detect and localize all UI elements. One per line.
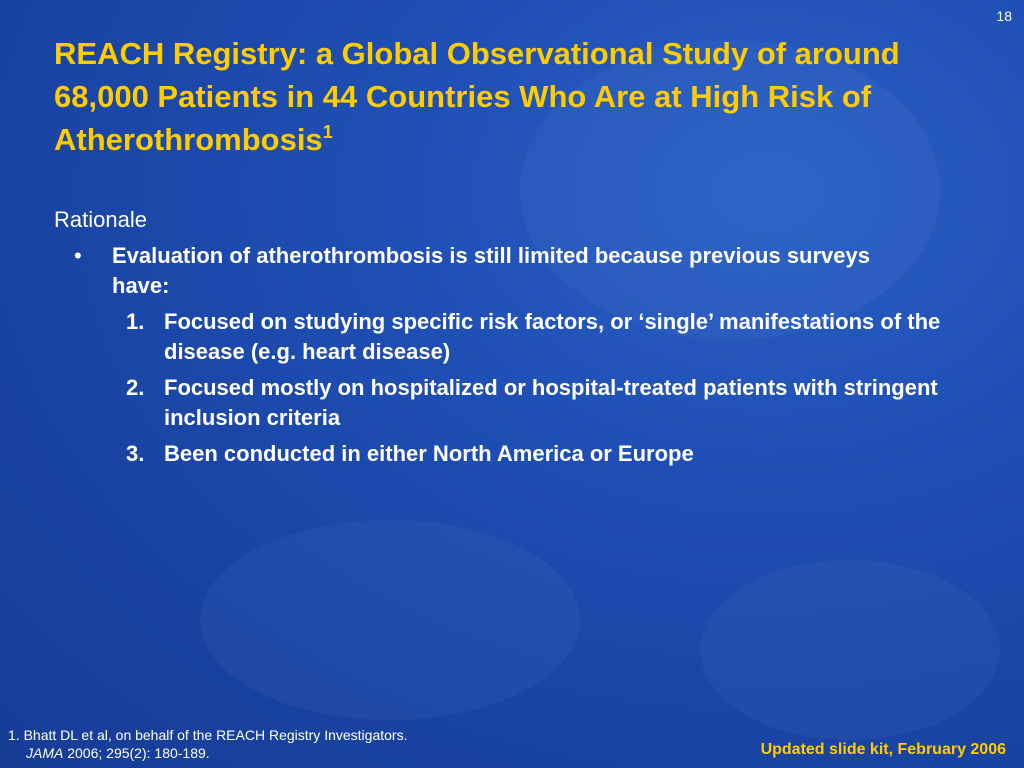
bullet-marker: • bbox=[74, 243, 82, 268]
background-decoration bbox=[700, 560, 1000, 740]
bullet-text: Evaluation of atherothrombosis is still limited because previous surveys have: bbox=[112, 243, 871, 298]
citation-details: 2006; 295(2): 180-189. bbox=[63, 745, 210, 761]
numbered-marker: 1. bbox=[126, 309, 145, 334]
numbered-text: Focused on studying specific risk factors, or ‘single’ manifestations of the disease (e.g. heart disease) bbox=[164, 309, 941, 364]
slide-number: 18 bbox=[996, 8, 1012, 24]
slide-body bbox=[54, 205, 994, 475]
footnote bbox=[8, 726, 407, 762]
numbered-marker: 3. bbox=[126, 441, 145, 466]
bullet-item bbox=[74, 241, 994, 301]
slide-title bbox=[54, 32, 954, 161]
slide-title-text: REACH Registry: a Global Observational Study of around 68,000 Patients in 44 Countries Who Are at High Risk of Atherothrombosis bbox=[54, 36, 900, 157]
footnote-citation bbox=[8, 744, 407, 762]
numbered-text: Focused mostly on hospitalized or hospital-treated patients with stringent inclusion criteria bbox=[164, 375, 938, 430]
numbered-text: Been conducted in either North America or Europe bbox=[164, 441, 694, 466]
section-heading: Rationale bbox=[54, 207, 147, 232]
numbered-marker: 2. bbox=[126, 375, 145, 400]
numbered-list bbox=[126, 307, 994, 469]
background-decoration bbox=[200, 520, 580, 720]
slide-kit-label: Updated slide kit, February 2006 bbox=[760, 741, 1006, 758]
footnote-line: 1. Bhatt DL et al, on behalf of the REACH Registry Investigators. bbox=[8, 727, 408, 743]
journal-name: JAMA bbox=[26, 745, 64, 761]
numbered-item bbox=[126, 373, 994, 433]
numbered-item bbox=[126, 439, 994, 469]
numbered-item bbox=[126, 307, 994, 367]
title-footnote-ref: 1 bbox=[322, 122, 333, 142]
